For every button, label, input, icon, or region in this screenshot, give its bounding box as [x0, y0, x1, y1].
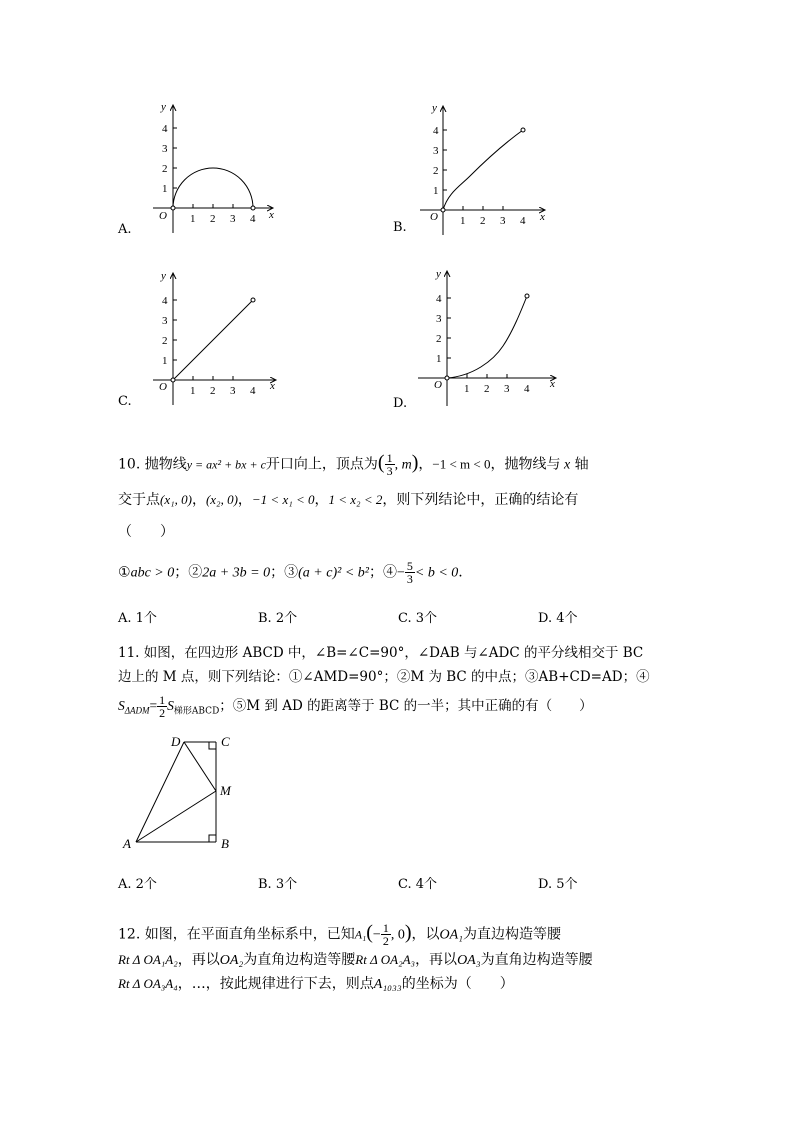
q11-area-fraction: $\frac{1}{2}$: [159, 693, 166, 720]
q10-cond-x1: −1 < x₁ < 0: [251, 492, 315, 507]
q11-line-3: $S_{\Delta ADM}=$ $\frac{1}{2}$ $S_{梯形ABCD}$；⑤M 到 AD 的距离等于 BC 的一半；其中正确的有（ ）: [118, 693, 593, 720]
y-tick-3: 3: [436, 313, 442, 325]
q11-line-1: 11. 如图，在四边形 ABCD 中，∠B=∠C=90°，∠DAB 与∠ADC 的平分线相交于 BC: [118, 645, 644, 661]
y-tick-1: 1: [162, 355, 168, 367]
x-axis-label: x: [550, 378, 555, 390]
vertex-b-label: B: [221, 836, 229, 851]
q10-text-2: 开口向上，顶点为: [265, 456, 378, 473]
vertex-d-label: D: [171, 734, 181, 749]
q10-option-c[interactable]: C. 3个: [398, 611, 438, 626]
x-tick-3: 3: [500, 215, 506, 227]
q10-stmt-2: 2a + 3b = 0: [202, 565, 271, 581]
ticks: [443, 130, 503, 210]
y-tick-4: 4: [162, 295, 168, 307]
open-point-end: [251, 206, 255, 210]
q10-equation: y = ax² + bx + c: [186, 457, 266, 472]
y-axis-label: y: [161, 270, 166, 282]
y-tick-3: 3: [433, 145, 439, 157]
y-ticks: [173, 128, 233, 208]
x-tick-1: 1: [190, 213, 196, 225]
x-axis-label: x: [269, 209, 274, 221]
semicircle-curve: [173, 168, 253, 208]
curve: [447, 296, 527, 378]
ticks: [447, 298, 507, 378]
q10-line-2: 交于点(x₁, 0)，(x₂, 0)，−1 < x₁ < 0，1 < x₂ < 2，则下列结论中，正确的结论有: [118, 492, 579, 508]
q10-line-1: 10. 抛物线y = ax² + bx + c开口向上，顶点为( $\frac{1}{3}$ , m)，−1 < m < 0，抛物线与 x 轴: [118, 451, 589, 478]
vertex-c-label: C: [221, 734, 230, 749]
q11-figure: [118, 728, 248, 858]
y-tick-2: 2: [162, 163, 168, 175]
q10-point-2: (x₂, 0): [205, 492, 238, 507]
graph-a: [118, 98, 288, 243]
q12-a1-fraction: $\frac{1}{2}$: [382, 921, 389, 948]
ticks: [173, 300, 233, 380]
quadrilateral-figure: [118, 728, 248, 858]
origin-label: O: [159, 210, 167, 222]
y-tick-2: 2: [433, 165, 439, 177]
x-tick-2: 2: [484, 383, 490, 395]
y-tick-1: 1: [433, 185, 439, 197]
y-tick-3: 3: [162, 143, 168, 155]
q11-line-2: 边上的 M 点，则下列结论：①∠AMD=90°；②M 为 BC 的中点；③AB+CD=AD；④: [118, 669, 650, 685]
graph-d-svg: [393, 266, 563, 411]
q10-blank: （ ）: [118, 524, 174, 540]
y-tick-3: 3: [162, 315, 168, 327]
x-tick-4: 4: [250, 385, 256, 397]
y-tick-4: 4: [433, 125, 439, 137]
graph-d: [393, 266, 563, 411]
q10-cond-x2: 1 < x₂ < 2: [328, 492, 383, 507]
y-axis-label: y: [432, 102, 437, 114]
y-tick-1: 1: [436, 353, 442, 365]
x-axis-label: x: [540, 211, 545, 223]
graph-c-label: C.: [118, 394, 132, 409]
y-tick-2: 2: [436, 333, 442, 345]
graph-b-label: B.: [393, 220, 407, 235]
x-axis-label: x: [270, 380, 275, 392]
x-tick-1: 1: [460, 215, 466, 227]
q11-option-b[interactable]: B. 3个: [258, 877, 298, 892]
x-tick-4: 4: [520, 215, 526, 227]
open-point-start: [445, 376, 449, 380]
x-tick-1: 1: [464, 383, 470, 395]
q10-option-a[interactable]: A. 1个: [118, 611, 157, 626]
q10-stmt-4: < b < 0: [414, 565, 459, 581]
graph-a-label: A.: [118, 222, 132, 237]
graph-d-label: D.: [393, 396, 408, 411]
x-tick-4: 4: [524, 383, 530, 395]
x-tick-2: 2: [480, 215, 486, 227]
q10-stmt-3: (a + c)² < b²: [298, 565, 369, 581]
vertex-a-label: A: [123, 836, 131, 851]
open-point-end: [521, 128, 525, 132]
y-tick-2: 2: [162, 335, 168, 347]
graph-c-svg: [118, 268, 288, 413]
x-tick-4: 4: [250, 213, 256, 225]
graph-c: [118, 268, 288, 413]
x-tick-3: 3: [504, 383, 510, 395]
q11-option-a[interactable]: A. 2个: [118, 877, 157, 892]
origin-label: O: [159, 381, 167, 393]
q10-stmt-1: abc > 0: [130, 565, 175, 581]
graph-b: [390, 98, 560, 243]
open-point-start: [441, 208, 445, 212]
y-tick-4: 4: [162, 123, 168, 135]
y-axis-label: y: [161, 101, 166, 113]
y-axis-label: y: [436, 268, 441, 280]
x-tick-1: 1: [190, 385, 196, 397]
origin-label: O: [434, 379, 442, 391]
curve: [443, 130, 523, 210]
q10-point-1: (x₁, 0): [160, 492, 192, 507]
q12-line-2: Rt Δ OA₁A₂，再以OA₂为直角边构造等腰Rt Δ OA₂A₃，再以OA₃为直角边构造等腰: [118, 952, 593, 968]
q10-option-d[interactable]: D. 4个: [538, 611, 578, 626]
open-point-end: [525, 294, 529, 298]
q11-option-c[interactable]: C. 4个: [398, 877, 438, 892]
open-point-start: [171, 378, 175, 382]
x-tick-2: 2: [210, 213, 216, 225]
x-tick-3: 3: [230, 385, 236, 397]
x-tick-2: 2: [210, 385, 216, 397]
y-tick-4: 4: [436, 293, 442, 305]
graph-a-svg: [118, 98, 288, 243]
open-point-start: [171, 206, 175, 210]
q10-stmt-4-fraction: $\frac{5}{3}$: [406, 559, 413, 586]
x-tick-3: 3: [230, 213, 236, 225]
open-point-end: [251, 298, 255, 302]
q10-option-b[interactable]: B. 2个: [258, 611, 298, 626]
q10-vertex-fraction: $\frac{1}{3}$: [386, 451, 393, 478]
q11-option-d[interactable]: D. 5个: [538, 877, 578, 892]
y-tick-1: 1: [162, 183, 168, 195]
line-segment: [173, 300, 253, 380]
q10-number: 10.: [118, 456, 141, 473]
q12-line-1: 12. 如图，在平面直角坐标系中，已知A₁(− $\frac{1}{2}$ , 0)，以OA₁为直边构造等腰: [118, 921, 562, 948]
origin-label: O: [430, 211, 438, 223]
q10-statements: ①abc > 0；②2a + 3b = 0；③(a + c)² < b²；④− $\frac{5}{3}$ < b < 0.: [118, 559, 463, 586]
graph-b-svg: [390, 98, 560, 243]
q12-line-3: Rt Δ OA₃A₄，…，按此规律进行下去，则点A₁₀₃₃的坐标为（ ）: [118, 976, 514, 992]
q10-cond-m: −1 < m < 0: [432, 456, 491, 472]
q10-text-1: 抛物线: [144, 456, 187, 473]
point-m-label: M: [220, 783, 231, 798]
